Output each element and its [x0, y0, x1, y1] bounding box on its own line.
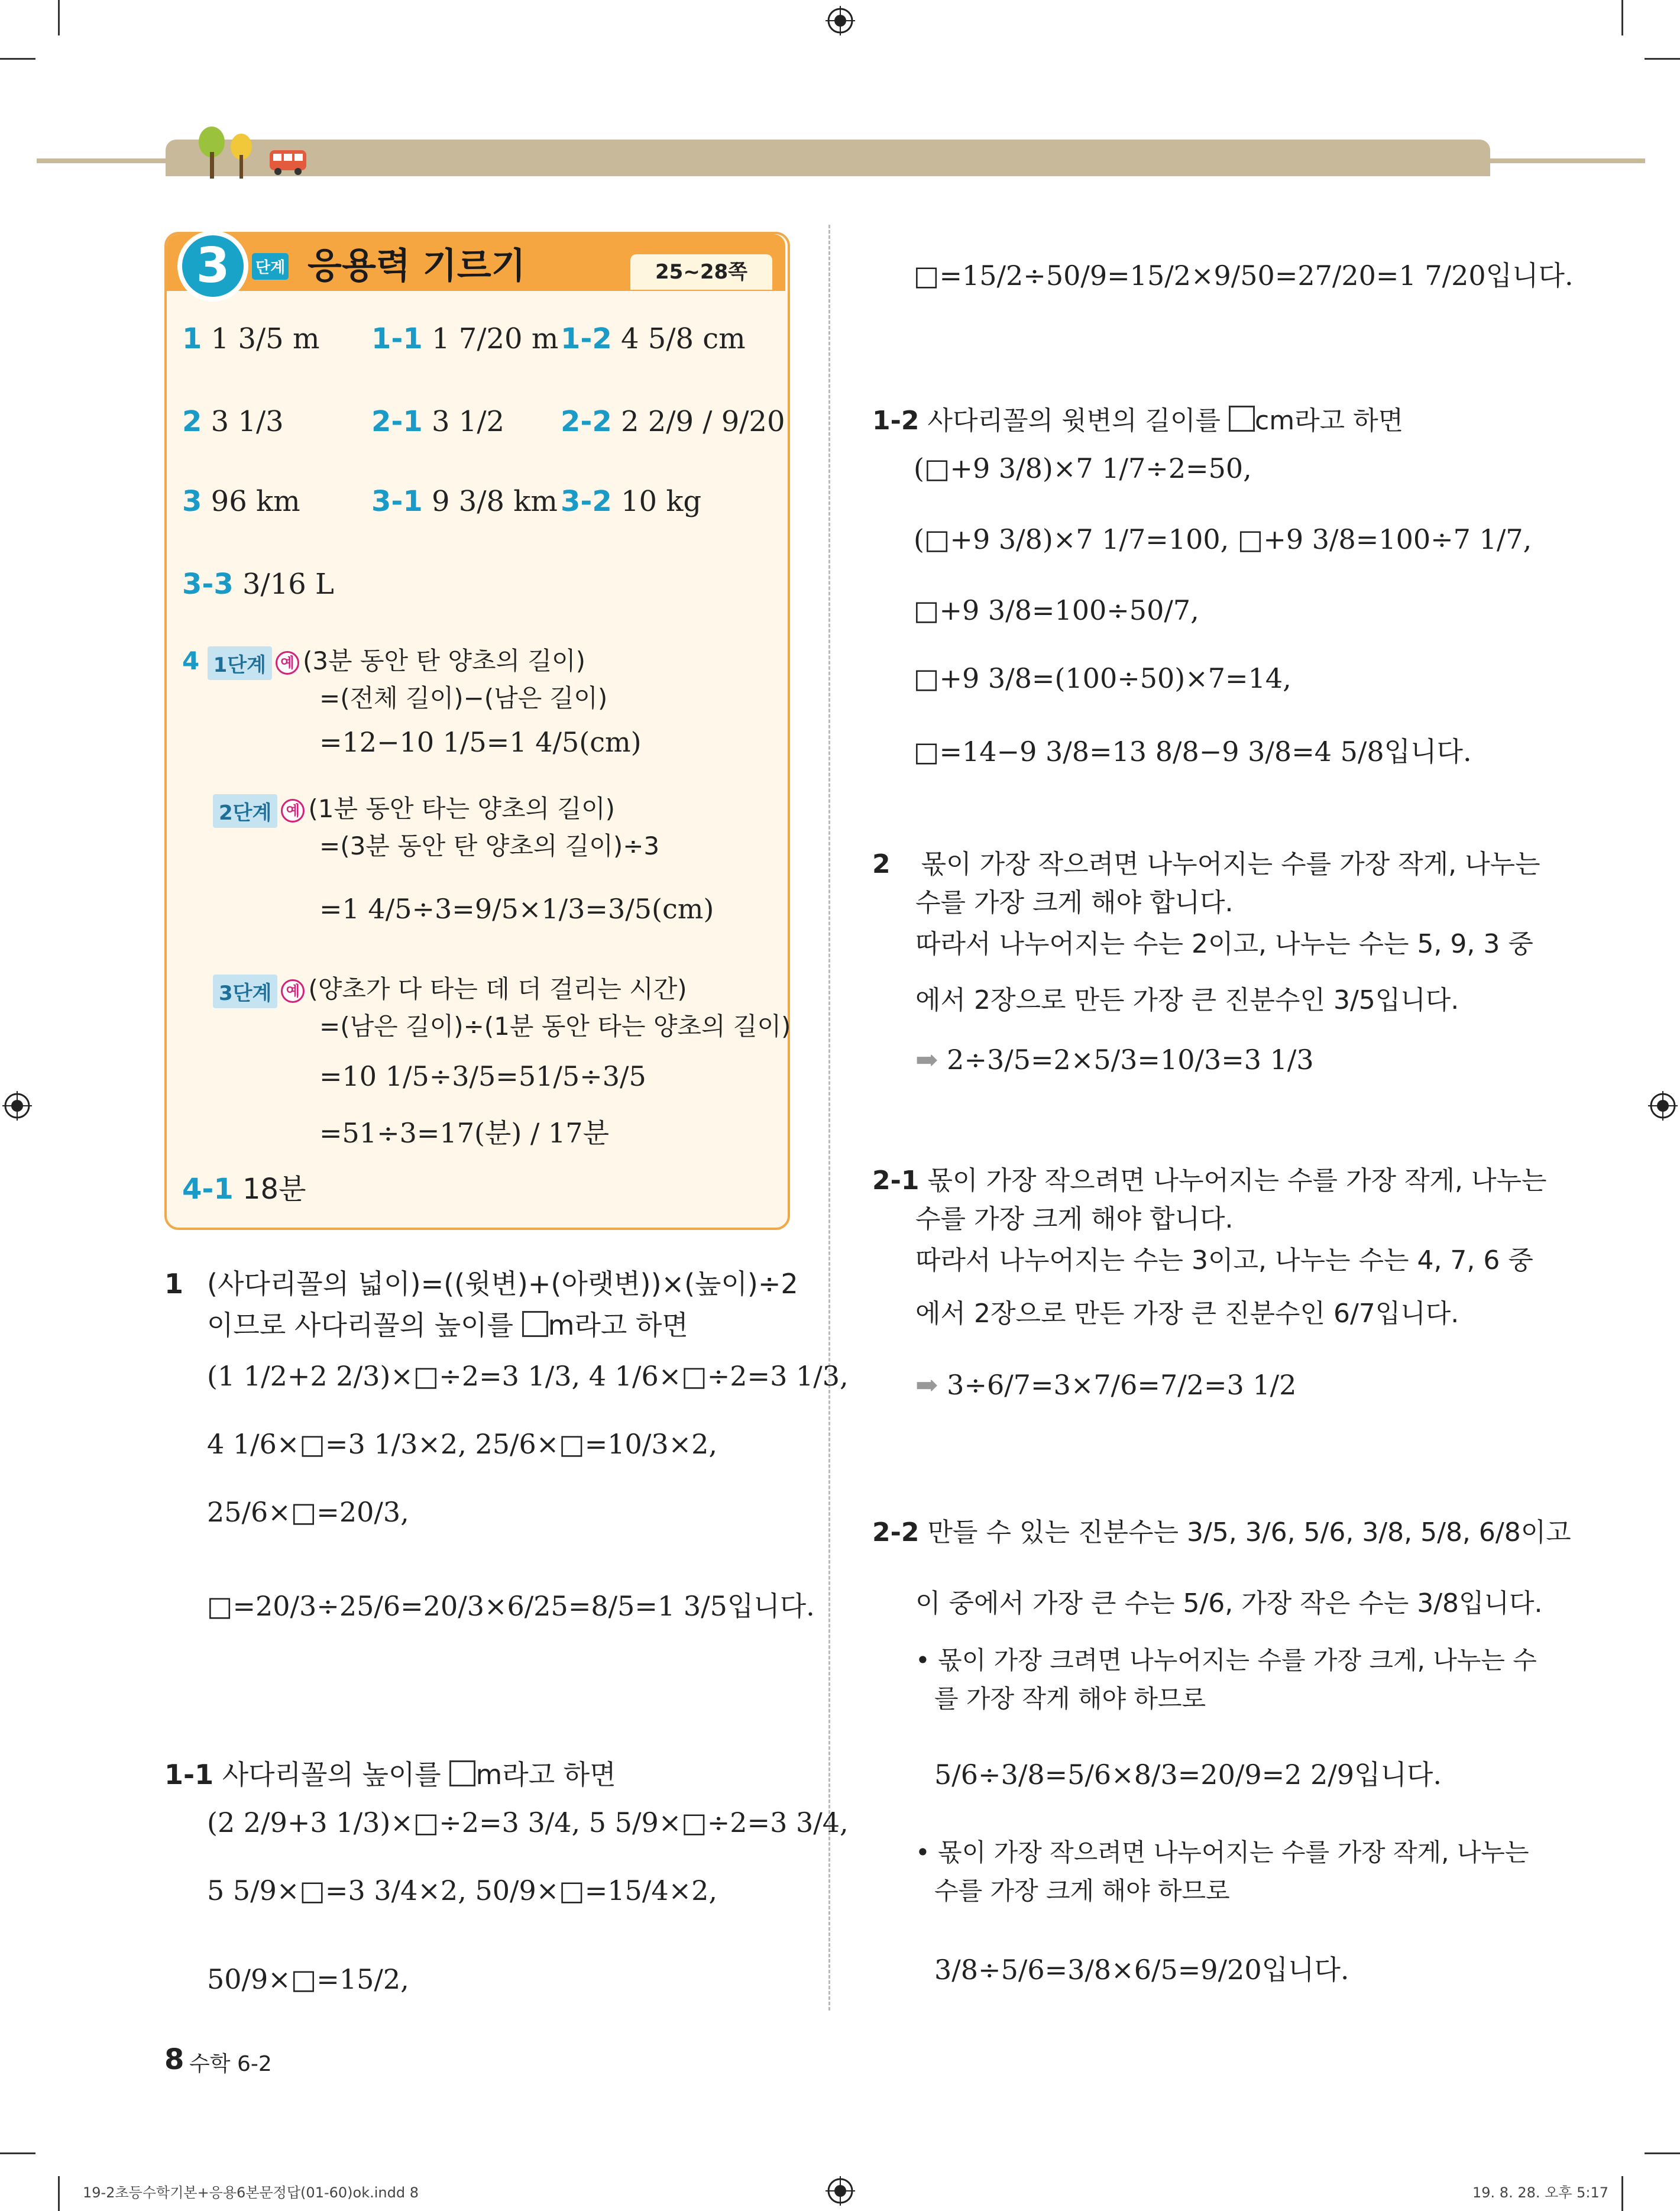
solution-text: 이 중에서 가장 큰 수는 5/6, 가장 작은 수는 3/8입니다. [915, 1588, 1543, 1618]
footer-time: 19. 8. 28. 오후 5:17 [1472, 2184, 1609, 2201]
crop-mark [1621, 0, 1623, 35]
step-number: 3 [177, 231, 248, 302]
answer-value: 10 kg [620, 485, 702, 518]
answer-label: 1-1 [371, 322, 423, 355]
solution-text: • 몫이 가장 크려면 나누어지는 수를 가장 크게, 나누는 수 [915, 1646, 1537, 1675]
step-tag: 2단계 [213, 794, 277, 828]
arrow-right-icon: ➡ [915, 1369, 938, 1401]
answer-value: 1 7/20 m [431, 322, 559, 355]
q4-step2-line [213, 789, 615, 828]
q4-step3-line [213, 970, 687, 1008]
solution-text: (1 1/2+2 2/3)×□÷2=3 1/3, 4 1/6×□÷2=3 1/3, [207, 1360, 849, 1392]
answer-item [182, 568, 334, 601]
blank-box [449, 1760, 475, 1786]
page-subject: 수학 6-2 [189, 2052, 272, 2076]
solution-text: =1 4/5÷3=9/5×1/3=3/5(cm) [319, 893, 714, 925]
solution-text: □=20/3÷25/6=20/3×6/25=8/5=1 3/5입니다. [207, 1590, 815, 1622]
answer-label: 2-1 [371, 405, 423, 438]
solution-text: 5/6÷3/8=5/6×8/3=20/9=2 2/9입니다. [934, 1759, 1442, 1791]
step-pages: 25~28쪽 [630, 254, 772, 290]
solution-text: (3분 동안 탄 양초의 길이) [302, 646, 585, 675]
problem-1-1 [164, 1753, 616, 1792]
solution-text: m라고 하면 [475, 1759, 616, 1791]
footer-file: 19-2초등수학기본+응용6본문정답(01-60)ok.indd 8 [83, 2184, 419, 2201]
example-badge: 예 [281, 979, 305, 1003]
solution-text: 4 1/6×□=3 1/3×2, 25/6×□=10/3×2, [207, 1428, 718, 1460]
crop-mark [58, 0, 60, 35]
arrow-right-icon: ➡ [915, 1044, 938, 1076]
problem-1-2 [872, 399, 1403, 437]
step-tag: 1단계 [208, 646, 272, 680]
solution-text: (□+9 3/8)×7 1/7=100, □+9 3/8=100÷7 1/7, [914, 523, 1532, 555]
solution-text: 수를 가장 크게 해야 하므로 [934, 1876, 1230, 1905]
solution-text: =(3분 동안 탄 양초의 길이)÷3 [319, 831, 660, 860]
solution-text: =12−10 1/5=1 4/5(cm) [319, 726, 642, 758]
header-bar [166, 140, 1490, 176]
problem-2 [872, 843, 1540, 880]
step-tag: 3단계 [213, 975, 277, 1008]
answer-label: 3-2 [561, 485, 612, 518]
answer-item [182, 1166, 306, 1207]
answer-value: 9 3/8 km [431, 485, 558, 518]
crop-mark [1645, 58, 1680, 60]
registration-mark-icon [1648, 1091, 1678, 1121]
q4-step1-line [182, 642, 585, 680]
registration-mark-icon [826, 2176, 855, 2206]
solution-text: =(남은 길이)÷(1분 동안 타는 양초의 길이) [319, 1012, 791, 1041]
solution-text: (1분 동안 타는 양초의 길이) [308, 794, 615, 823]
answer-value: 3 1/2 [431, 405, 505, 438]
registration-mark-icon [2, 1091, 32, 1121]
crop-mark [0, 58, 35, 60]
solution-text: =(전체 길이)−(남은 길이) [319, 684, 608, 713]
solution-text: 를 가장 작게 해야 하므로 [934, 1684, 1206, 1713]
answer-item [561, 405, 785, 438]
answer-value: 4 5/8 cm [620, 322, 746, 355]
solution-text: m라고 하면 [548, 1309, 688, 1341]
solution-text: 몫이 가장 작으려면 나누어지는 수를 가장 작게, 나누는 [921, 849, 1540, 879]
solution-line [915, 1044, 1314, 1076]
answer-label: 2 [182, 405, 202, 438]
problem-label: 1 [164, 1268, 184, 1300]
solution-text: 3/8÷5/6=3/8×6/5=9/20입니다. [934, 1954, 1349, 1986]
problem-label: 2 [872, 849, 891, 879]
solution-text: 2÷3/5=2×5/3=10/3=3 1/3 [947, 1044, 1314, 1076]
solution-text: cm라고 하면 [1255, 406, 1404, 436]
solution-text: • 몫이 가장 작으려면 나누어지는 수를 가장 작게, 나누는 [915, 1838, 1529, 1867]
trees-icon [195, 125, 260, 179]
step-title: 응용력 기르기 [307, 245, 526, 287]
solution-line [207, 1304, 688, 1343]
solution-text: (사다리꼴의 넓이)=((윗변)+(아랫변))×(높이)÷2 [207, 1268, 798, 1300]
answer-item [561, 485, 701, 518]
solution-text: (2 2/9+3 1/3)×□÷2=3 3/4, 5 5/9×□÷2=3 3/4, [207, 1807, 849, 1838]
crop-mark [1621, 2176, 1623, 2211]
solution-text: 3÷6/7=3×7/6=7/2=3 1/2 [947, 1369, 1297, 1401]
answer-label: 4-1 [182, 1173, 234, 1206]
answer-item [371, 322, 558, 355]
answer-item [182, 405, 284, 438]
blank-box [1229, 406, 1255, 432]
solution-text: 5 5/9×□=3 3/4×2, 50/9×□=15/4×2, [207, 1875, 718, 1906]
solution-text: 따라서 나누어지는 수는 2이고, 나누는 수는 5, 9, 3 중 [915, 929, 1533, 959]
answer-label: 2-2 [561, 405, 612, 438]
solution-line [915, 1369, 1296, 1401]
page-number: 8 [164, 2043, 184, 2076]
answer-value: 96 km [211, 485, 300, 518]
solution-text: □=15/2÷50/9=15/2×9/50=27/20=1 7/20입니다. [914, 260, 1574, 292]
answer-label: 3-3 [182, 568, 234, 601]
solution-text: 사다리꼴의 윗변의 길이를 [927, 406, 1229, 436]
crop-mark [0, 2152, 35, 2154]
problem-label: 1-1 [164, 1759, 214, 1791]
crop-mark [1645, 2152, 1680, 2154]
solution-text: 50/9×□=15/2, [207, 1963, 409, 1995]
solution-text: 이므로 사다리꼴의 높이를 [207, 1309, 522, 1341]
answer-label: 4 [182, 646, 200, 675]
solution-text: 에서 2장으로 만든 가장 큰 진분수인 6/7입니다. [915, 1299, 1459, 1329]
solution-text: □+9 3/8=(100÷50)×7=14, [914, 662, 1291, 694]
example-badge: 예 [281, 799, 305, 823]
solution-text: =10 1/5÷3/5=51/5÷3/5 [319, 1060, 646, 1092]
solution-text: 따라서 나누어지는 수는 3이고, 나누는 수는 4, 7, 6 중 [915, 1245, 1533, 1276]
answer-label: 1-2 [561, 322, 612, 355]
problem-label: 2-1 [872, 1166, 920, 1196]
answer-value: 3 1/3 [211, 405, 284, 438]
answer-item [561, 322, 746, 355]
column-divider [828, 225, 830, 2011]
problem-label: 1-2 [872, 406, 920, 436]
registration-mark-icon [826, 6, 855, 35]
answer-item [371, 405, 504, 438]
answer-label: 3-1 [371, 485, 423, 518]
answer-value: 3/16 L [242, 568, 334, 601]
solution-text: (□+9 3/8)×7 1/7÷2=50, [914, 452, 1252, 484]
problem-1 [164, 1262, 798, 1302]
solution-text: 에서 2장으로 만든 가장 큰 진분수인 3/5입니다. [915, 985, 1459, 1015]
example-badge: 예 [276, 651, 299, 675]
problem-2-2 [872, 1511, 1571, 1549]
solution-text: 사다리꼴의 높이를 [222, 1759, 450, 1791]
answer-label: 1 [182, 322, 202, 355]
solution-text: □=14−9 3/8=13 8/8−9 3/8=4 5/8입니다. [914, 736, 1472, 768]
step-badge: 단계 [252, 253, 289, 280]
solution-text: 수를 가장 크게 해야 합니다. [915, 1204, 1234, 1234]
solution-text: 만들 수 있는 진분수는 3/5, 3/6, 5/6, 3/8, 5/8, 6/8이고 [927, 1517, 1571, 1548]
solution-text: 수를 가장 크게 해야 합니다. [915, 888, 1234, 918]
solution-text: 25/6×□=20/3, [207, 1496, 409, 1528]
answer-value: 18분 [242, 1173, 306, 1206]
answer-item [182, 322, 320, 355]
answer-item [371, 485, 558, 518]
solution-text: =51÷3=17(분) / 17분 [319, 1117, 610, 1149]
problem-2-1 [872, 1159, 1546, 1197]
solution-text: 몫이 가장 작으려면 나누어지는 수를 가장 작게, 나누는 [927, 1166, 1547, 1196]
answer-item [182, 485, 300, 518]
solution-text: □+9 3/8=100÷50/7, [914, 594, 1199, 626]
bus-icon [267, 147, 309, 176]
answer-label: 3 [182, 485, 202, 518]
blank-box [522, 1311, 548, 1337]
solution-text: (양초가 다 타는 데 더 걸리는 시간) [308, 975, 687, 1003]
problem-label: 2-2 [872, 1517, 920, 1548]
answer-value: 2 2/9 / 9/20 [620, 405, 785, 438]
answer-value: 1 3/5 m [211, 322, 320, 355]
crop-mark [58, 2176, 60, 2211]
